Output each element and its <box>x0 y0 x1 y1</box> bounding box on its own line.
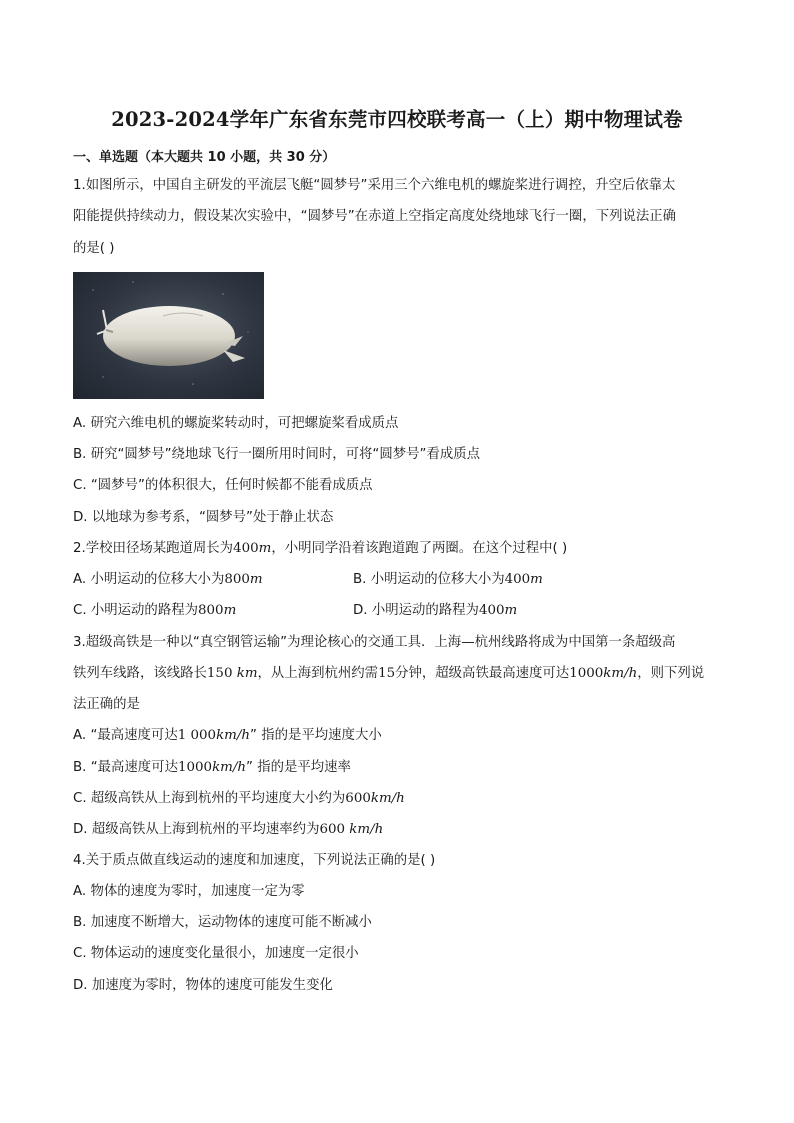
q2-option-c-value: 800 <box>198 603 224 618</box>
q3-option-c-pre: C. 超级高铁从上海到杭州的平均速度大小约为 <box>73 791 346 806</box>
q2-option-b-text: B. 小明运动的位移大小为 <box>353 572 505 587</box>
q2-stem-text-a: 2.学校田径场某跑道周长为 <box>73 541 234 556</box>
q2-stem <box>73 540 567 558</box>
q3-speed-value: 1000 <box>569 666 604 681</box>
q4-option-b: B. 加速度不断增大，运动物体的速度可能不断减小 <box>73 915 372 930</box>
q3-option-b <box>73 759 351 777</box>
airship-photo <box>73 272 264 399</box>
q2-option-b-value: 400 <box>504 572 531 587</box>
q2-stem-unit: m <box>258 541 272 556</box>
q3-option-d-unit: km/h <box>345 822 384 837</box>
q2-option-d-text: D. 小明运动的路程为 <box>353 603 479 618</box>
q2-stem-value: 400 <box>233 541 259 556</box>
q2-option-c-text: C. 小明运动的路程为 <box>73 603 198 618</box>
q3-line2-text-b: ，从上海到杭州约需 <box>257 666 379 681</box>
q2-stem-text-b: ，小明同学沿着该跑道跑了两圈。在这个过程中( ) <box>271 541 568 556</box>
q3-option-b-pre: B. “最高速度可达 <box>73 760 178 775</box>
q2-option-d-value: 400 <box>478 603 505 618</box>
q4-stem: 4.关于质点做直线运动的速度和加速度，下列说法正确的是( ) <box>73 853 436 868</box>
q1-option-b: B. 研究“圆梦号”绕地球飞行一圈所用时间时，可将“圆梦号”看成质点 <box>73 447 480 462</box>
q2-option-a-text: A. 小明运动的位移大小为 <box>73 572 225 587</box>
q3-line2-text-d: ，则下列说 <box>637 666 705 681</box>
airship-icon <box>73 272 264 399</box>
q3-stem-line3: 法正确的是 <box>73 697 140 712</box>
q3-stem-line2 <box>73 665 704 683</box>
q2-option-a <box>73 571 263 589</box>
q3-option-b-unit: km/h <box>212 760 247 775</box>
q2-option-d-unit: m <box>504 603 518 618</box>
q1-option-d: D. 以地球为参考系，“圆梦号”处于静止状态 <box>73 510 334 525</box>
q3-option-a <box>73 727 382 745</box>
q3-option-d <box>73 821 383 839</box>
q2-option-b <box>353 571 543 589</box>
section-heading: 一、单选题（本大题共 10 小题，共 30 分） <box>73 150 336 165</box>
q3-stem-line1: 3.超级高铁是一种以“真空钢管运输”为理论核心的交通工具．上海—杭州线路将成为中国第一条超级高 <box>73 635 676 650</box>
q3-line2-text-a: 铁列车线路，该线路长 <box>73 666 207 681</box>
q2-option-a-unit: m <box>249 572 263 587</box>
q3-length-value: 150 <box>206 666 233 681</box>
q4-option-a: A. 物体的速度为零时，加速度一定为零 <box>73 884 305 899</box>
q3-line2-text-c: 分钟，超级高铁最高速度可达 <box>395 666 570 681</box>
q4-option-d: D. 加速度为零时，物体的速度可能发生变化 <box>73 978 333 993</box>
q3-option-c-value: 600 <box>345 791 371 806</box>
q3-length-unit: km <box>232 666 258 681</box>
q3-option-a-post: ” 指的是平均速度大小 <box>250 728 382 743</box>
q2-option-a-value: 800 <box>224 572 250 587</box>
q3-option-c <box>73 790 405 808</box>
q3-option-b-value: 1000 <box>177 760 213 775</box>
q1-stem-line3: 的是( ) <box>73 241 115 256</box>
q3-time-value: 15 <box>378 666 396 681</box>
q1-option-a: A. 研究六维电机的螺旋桨转动时，可把螺旋桨看成质点 <box>73 416 399 431</box>
q3-option-b-post: ” 指的是平均速率 <box>246 760 351 775</box>
q2-option-b-unit: m <box>530 572 543 587</box>
exam-title: 2023-2024学年广东省东莞市四校联考高一（上）期中物理试卷 <box>111 108 683 131</box>
q2-option-c-unit: m <box>223 603 237 618</box>
q2-option-c <box>73 602 236 620</box>
q1-stem-line1: 1.如图所示，中国自主研发的平流层飞艇“圆梦号”采用三个六维电机的螺旋桨进行调控，升空后依靠太 <box>73 178 676 193</box>
q3-option-c-unit: km/h <box>370 791 405 806</box>
q3-option-d-value: 600 <box>319 822 346 837</box>
q3-option-a-value: 1 000 <box>177 728 217 743</box>
q1-stem-line2: 阳能提供持续动力，假设某次实验中，“圆梦号”在赤道上空指定高度处绕地球飞行一圈，下列说法正确 <box>73 209 677 224</box>
q4-option-c: C. 物体运动的速度变化量很小，加速度一定很小 <box>73 946 359 961</box>
q3-option-d-pre: D. 超级高铁从上海到杭州的平均速率约为 <box>73 822 320 837</box>
q2-option-d <box>353 602 517 620</box>
q3-option-a-pre: A. “最高速度可达 <box>73 728 178 743</box>
q3-option-a-unit: km/h <box>216 728 251 743</box>
q3-speed-unit: km/h <box>603 666 638 681</box>
q1-option-c: C. “圆梦号”的体积很大，任何时候都不能看成质点 <box>73 478 373 493</box>
